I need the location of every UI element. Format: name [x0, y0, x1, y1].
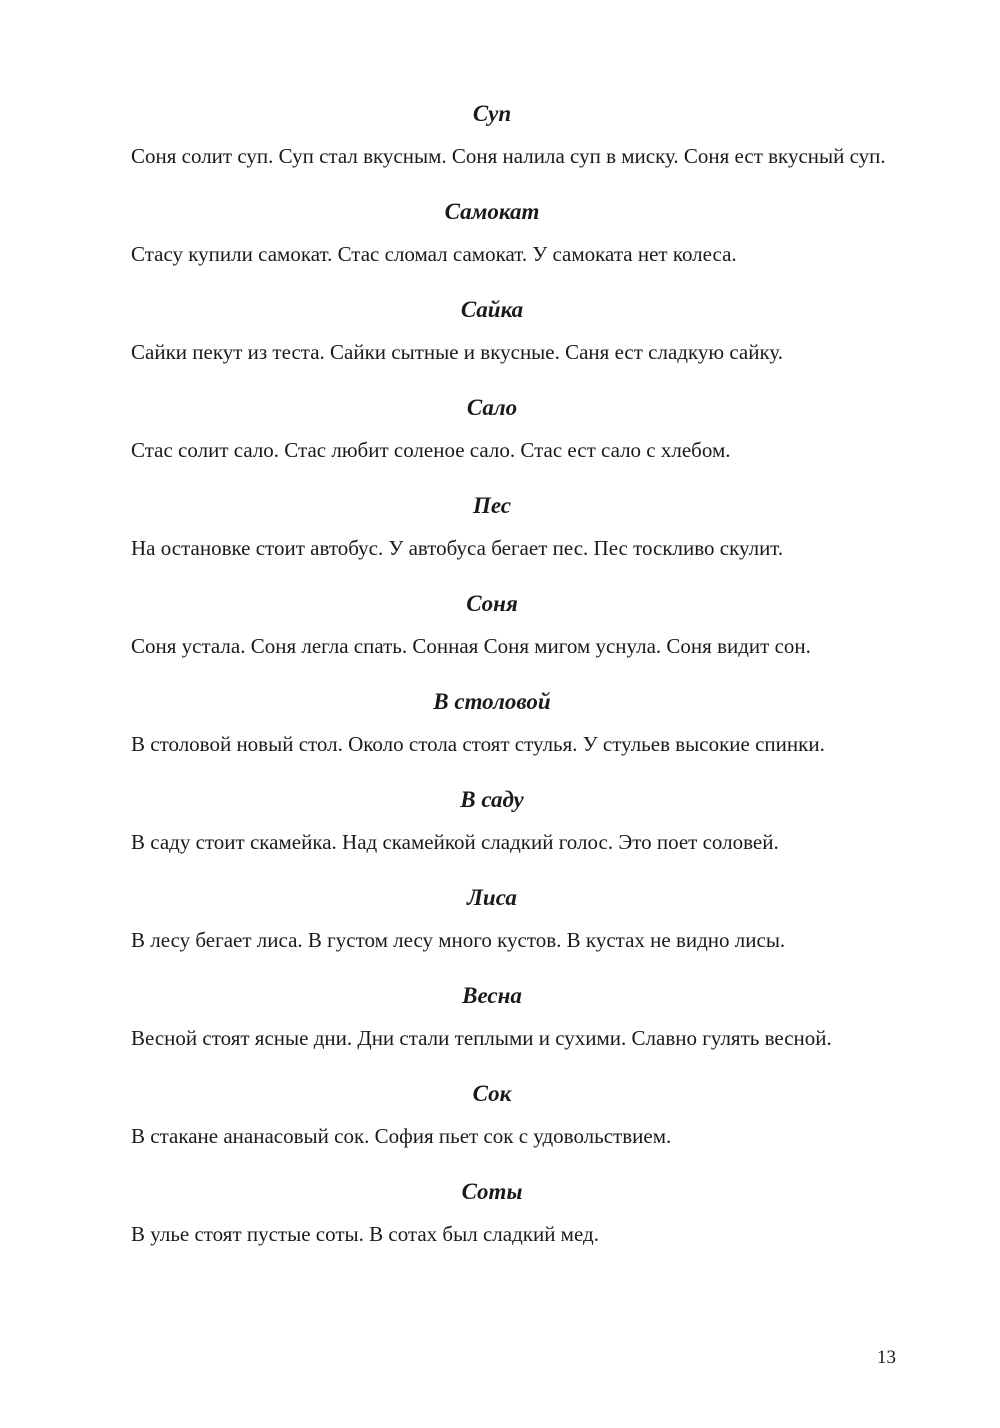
text-column [89, 100, 895, 1248]
section-title: Самокат [444, 199, 540, 224]
section-text: На остановке стоит автобус. У автобуса бегает пес. Пес тоскливо скулит. [131, 536, 784, 560]
section-title: Пес [472, 493, 511, 518]
section-title: Весна [462, 983, 522, 1008]
page-number: 13 [877, 1347, 896, 1368]
section-text: Весной стоят ясные дни. Дни стали теплыми и сухими. Славно гулять весной. [131, 1026, 832, 1050]
section-text: В саду стоит скамейка. Над скамейкой сладкий голос. Это поет соловей. [131, 830, 779, 854]
section-text: В лесу бегает лиса. В густом лесу много кустов. В кустах не видно лисы. [131, 928, 786, 952]
section-title: Соты [461, 1179, 523, 1204]
section-text: Соня устала. Соня легла спать. Сонная Соня мигом уснула. Соня видит сон. [131, 634, 811, 658]
section-title: Суп [472, 101, 512, 126]
section-text: Соня солит суп. Суп стал вкусным. Соня налила суп в миску. Соня ест вкусный суп. [131, 144, 886, 168]
section-title: Сок [472, 1081, 512, 1106]
section-title: В столовой [433, 689, 551, 714]
section-text: Стас солит сало. Стас любит соленое сало. Стас ест сало с хлебом. [131, 438, 731, 462]
section-text: Стасу купили самокат. Стас сломал самокат. У самоката нет колеса. [131, 242, 737, 266]
section-text: В столовой новый стол. Около стола стоят стулья. У стульев высокие спинки. [131, 732, 825, 756]
section-title: Соня [466, 591, 518, 616]
section-text: В улье стоят пустые соты. В сотах был сладкий мед. [131, 1222, 599, 1246]
section-text: Сайки пекут из теста. Сайки сытные и вкусные. Саня ест сладкую сайку. [131, 340, 784, 364]
section-title: Сало [466, 395, 518, 420]
section-text: В стакане ананасовый сок. София пьет сок с удовольствием. [131, 1124, 672, 1148]
section-title: В саду [460, 787, 524, 812]
section-title: Сайка [460, 297, 524, 322]
section-title: Лиса [467, 885, 517, 910]
